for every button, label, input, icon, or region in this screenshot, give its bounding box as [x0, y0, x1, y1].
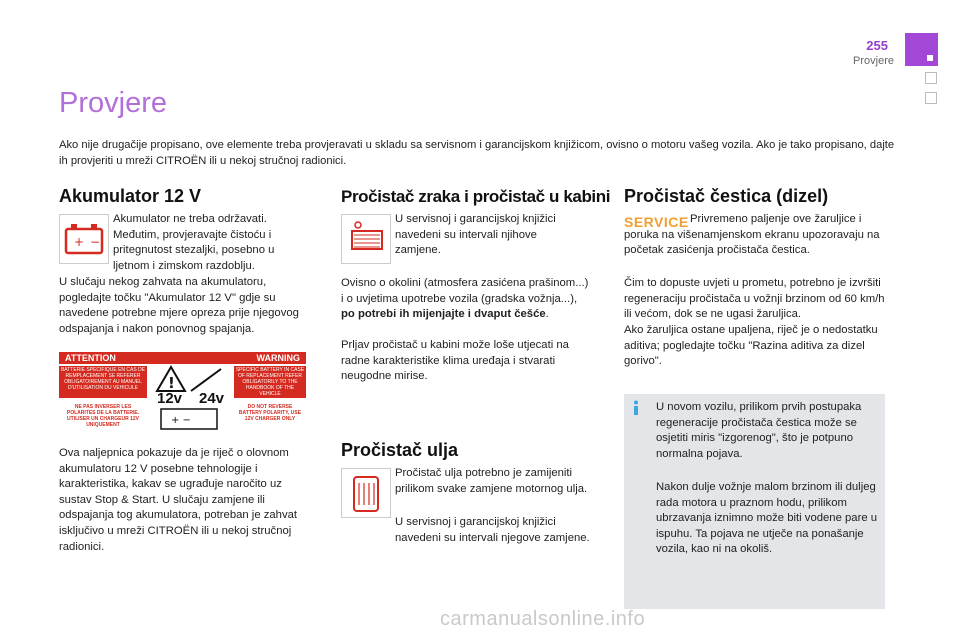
svg-text:−: − [90, 235, 101, 249]
info-text-2: Nakon dulje vožnje malom brzinom ili duljeg rada motora u praznom hodu, prilikom ubrzavanja iznimno može biti vodene pare u ispuhu. Ta pojava ne utječe na ponašanje vozila, kao ni na okoliš. [656, 481, 878, 556]
particle-filter-text-3: Ako žaruljica ostane upaljena, riječ je o nedostatku aditiva; pogledajte točku "Razina aditiva za dizel gorivo". [624, 324, 878, 368]
particle-filter-text-1: Privremeno paljenje ove žaruljice i poruka na višenamjenskom ekranu upozoravaju na početak zasićenja pročistača čestica. [624, 213, 880, 257]
info-icon [629, 400, 643, 416]
info-box [624, 394, 885, 609]
battery-text-1: Akumulator ne treba održavati. Međutim, provjeravajte čistoću i pritegnutost stezaljki, posebno u ljetnom i zimskom razdoblju. [113, 213, 275, 272]
air-filter-text-2a: Ovisno o okolini (atmosfera zasićena prašinom...) i o uvjetima upotrebe vozila (gradska vožnja...), [341, 277, 589, 305]
label-attention: ATTENTION [65, 353, 116, 363]
intro-text: Ako nije drugačije propisano, ove elemente treba provjeravati u skladu sa servisnom i garancijskom knjižicom, ovisno o motoru vašeg vozila. Ako je tako propisano, dajte ih provjeriti u mreži CITROËN ili u nekoj stručnoj radionici. [59, 139, 895, 167]
tab-marker [927, 55, 933, 61]
svg-text:+ −: + − [171, 415, 191, 426]
section-tab[interactable] [905, 33, 938, 66]
oil-filter-heading: Pročistač ulja [341, 440, 459, 460]
air-filter-text-1: U servisnoj i garancijskoj knjižici navedeni su intervali njihove zamjene. [395, 213, 556, 257]
battery-text-2: U slučaju nekog zahvata na akumulatoru, pogledajte točku "Akumulator 12 V" gdje su navedene potrebne mjere opreza prije njegovog odspajanja i nakon ponovnog spajanja. [59, 276, 299, 335]
air-filter-text-2 [341, 276, 593, 323]
label-fr-bottom: NE PAS INVERSER LES POLARITES DE LA BATTERIE. UTILISER UN CHARGEUR 12V UNIQUEMENT [59, 402, 147, 434]
air-filter-text-2c: . [545, 308, 549, 321]
label-warning: WARNING [256, 353, 300, 363]
svg-text:!: ! [168, 374, 175, 392]
label-12v: 12v [157, 390, 183, 407]
section-label: Provjere [853, 55, 894, 67]
page-title: Provjere [59, 87, 167, 119]
label-fr-top: BATTERIE SPECIFIQUE EN CAS DE REMPLACEMENT SE REFERER OBLIGATOIREMENT AU MANUEL D'UTILISATION DU VEHICULE [59, 366, 147, 398]
label-en-bottom: DO NOT REVERSE BATTERY POLARITY, USE 12V CHARGER ONLY [234, 402, 306, 434]
battery-icon [59, 214, 109, 264]
page-number: 255 [866, 38, 888, 53]
svg-text:+: + [74, 235, 85, 249]
air-filter-text-2b: po potrebi ih mijenjajte i dvaput češće [341, 308, 546, 321]
battery-warning-label [59, 352, 306, 434]
battery-text-3: Ova naljepnica pokazuje da je riječ o olovnom akumulatoru 12 V posebne tehnologije i karakteristika, kakav se ugrađuje naročito uz sustav Stop & Start. U slučaju zamjene ili odspajanja tog akumulatora, potreban je zahvat isključivo u mreži CITROËN ili u nekoj stručnoj radionici. [59, 447, 298, 553]
oil-filter-text-2: U servisnoj i garancijskoj knjižici navedeni su intervali njegove zamjene. [395, 516, 590, 544]
section-tab-empty[interactable] [925, 92, 937, 104]
battery-heading: Akumulator 12 V [59, 186, 202, 206]
air-filter-heading: Pročistač zraka i pročistač u kabini [341, 187, 611, 206]
air-filter-icon [341, 214, 391, 264]
particle-filter-heading: Pročistač čestica (dizel) [624, 186, 829, 206]
air-filter-text-3: Prljav pročistač u kabini može loše utjecati na radne karakteristike klima uređaja i stvarati neugodne mirise. [341, 339, 569, 383]
oil-filter-icon [341, 468, 391, 518]
oil-filter-text-1: Pročistač ulja potrebno je zamijeniti prilikom svake zamjene motornog ulja. [395, 467, 588, 495]
label-24v: 24v [199, 390, 225, 407]
particle-filter-text-2: Čim to dopuste uvjeti u prometu, potrebno je izvršiti regeneraciju pročistača u vožnji brzinom od 60 km/h ili većom, dok se ne ugasi žaruljica. [624, 277, 885, 321]
info-text-1: U novom vozilu, prilikom prvih postupaka regeneracije pročistača čestica može se osjetiti miris "izgorenog", što je potpuno normalna pojava. [656, 401, 862, 460]
section-tab-empty[interactable] [925, 72, 937, 84]
label-en-top: SPECIFIC BATTERY IN CASE OF REPLACEMENT REFER OBLIGATORILY TO THE HANDBOOK OF THE VEHICLE [235, 367, 305, 397]
watermark: carmanualsonline.info [440, 608, 646, 630]
service-label: SERVICE [624, 214, 689, 230]
